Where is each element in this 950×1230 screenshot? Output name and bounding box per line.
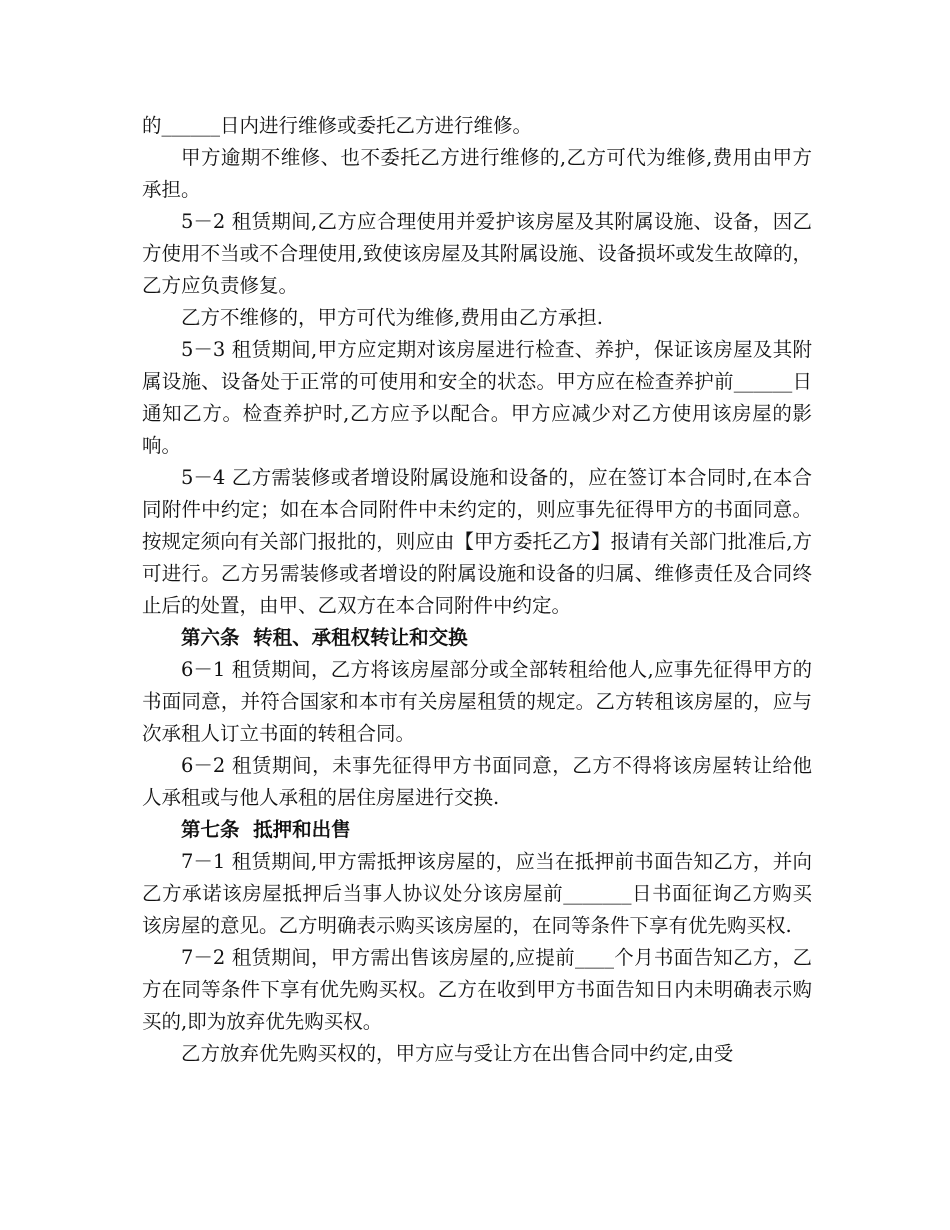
paragraph-waive-priority: 乙方放弃优先购买权的，甲方应与受让方在出售合同中约定,由受 xyxy=(181,1042,734,1065)
document-page xyxy=(142,110,812,1070)
clause-6-1: 6－1 租赁期间，乙方将该房屋部分或全部转租给他人,应事先征得甲方的书面同意，并符合国家和本市有关房屋租赁的规定。乙方转租该房屋的，应与次承租人订立书面的转租合同。 xyxy=(142,658,812,745)
clause-7-1: 7－1 租赁期间,甲方需抵押该房屋的，应当在抵押前书面告知乙方，并向乙方承诺该房屋抵押后当事人协议处分该房屋前_______日书面征询乙方购买该房屋的意见。乙方明确表示购买该房屋的，在同等条件下享有优先购买权. xyxy=(142,850,812,937)
clause-5-4: 5－4 乙方需装修或者增设附属设施和设备的，应在签订本合同时,在本合同附件中约定；如在本合同附件中未约定的，则应事先征得甲方的书面同意。按规定须向有关部门报批的，则应由【甲方委托乙方】报请有关部门批准后,方可进行。乙方另需装修或者增设的附属设施和设备的归属、维修责任及合同终止后的处置，由甲、乙双方在本合同附件中约定。 xyxy=(142,466,812,617)
article-6-heading: 第六条 转租、承租权转让和交换 xyxy=(181,626,468,649)
clause-7-2: 7－2 租赁期间，甲方需出售该房屋的,应提前____个月书面告知乙方，乙方在同等条件下享有优先购买权。乙方在收到甲方书面告知日内未明确表示购买的,即为放弃优先购买权。 xyxy=(142,946,812,1033)
clause-5-2: 5－2 租赁期间,乙方应合理使用并爱护该房屋及其附属设施、设备，因乙方使用不当或不合理使用,致使该房屋及其附属设施、设备损坏或发生故障的，乙方应负责修复。 xyxy=(142,210,812,297)
article-7-heading: 第七条 抵押和出售 xyxy=(181,818,351,841)
clause-5-3: 5－3 租赁期间,甲方应定期对该房屋进行检查、养护，保证该房屋及其附属设施、设备处于正常的可使用和安全的状态。甲方应在检查养护前______日通知乙方。检查养护时,乙方应予以配合。甲方应减少对乙方使用该房屋的影响。 xyxy=(142,338,812,457)
paragraph-landlord-overdue: 甲方逾期不维修、也不委托乙方进行维修的,乙方可代为维修,费用由甲方承担。 xyxy=(142,146,812,201)
paragraph-continuation: 的______日内进行维修或委托乙方进行维修。 xyxy=(142,114,533,137)
paragraph-tenant-no-repair: 乙方不维修的，甲方可代为维修,费用由乙方承担. xyxy=(181,306,603,329)
clause-6-2: 6－2 租赁期间，未事先征得甲方书面同意，乙方不得将该房屋转让给他人承租或与他人承租的居住房屋进行交换. xyxy=(142,754,812,809)
